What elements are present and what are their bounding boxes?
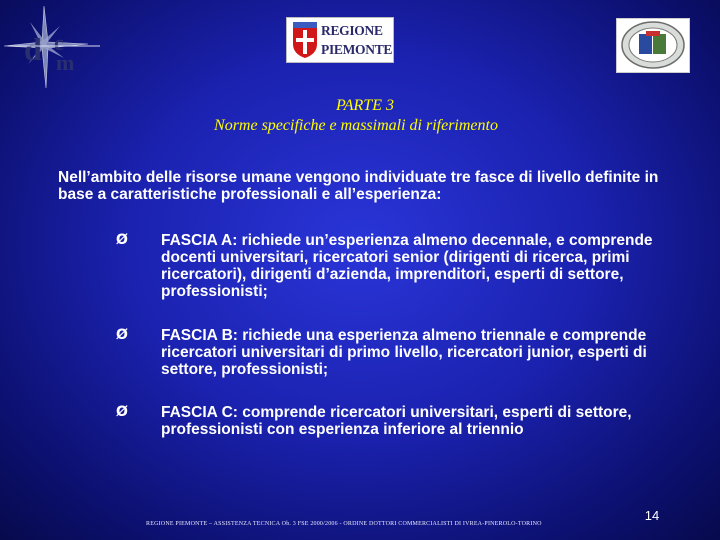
arrow-bullet-icon: Ø xyxy=(116,327,128,343)
svg-text:m: m xyxy=(56,50,75,75)
regione-piemonte-logo xyxy=(286,17,394,63)
monogram-logo-icon xyxy=(4,4,104,90)
footer-text: REGIONE PIEMONTE – ASSISTENZA TECNICA Ob. 3 FSE 2000/2006 - ORDINE DOTTORI COMMERCIALISTI DI IVREA-PINEROLO-TORINO xyxy=(146,521,542,527)
intro-paragraph: Nell’ambito delle risorse umane vengono individuate tre fasce di livello definite in base a caratteristiche professionali e all’esperienza: xyxy=(58,169,659,203)
seal-logo-icon xyxy=(616,18,690,73)
regione-piemonte-wordmark: REGIONE PIEMONTE xyxy=(321,23,393,57)
fascia-c-text: FASCIA C: comprende ricercatori universitari, esperti di settore, professionisti con esperienza inferiore al triennio xyxy=(161,404,632,438)
title-part: PARTE 3 xyxy=(336,97,394,114)
fascia-b-text: FASCIA B: richiede una esperienza almeno triennale e comprende ricercatori universitari di primo livello, ricercatori junior, esperti di settore, professionisti; xyxy=(161,327,647,378)
fascia-a-text: FASCIA A: richiede un’esperienza almeno decennale, e comprende docenti universitari, ricercatori senior (dirigenti di ricerca, primi ricercatori), dirigenti d’azienda, imprenditori, esperti di settore, professionisti; xyxy=(161,232,653,300)
svg-text:d: d xyxy=(24,31,42,67)
page-number: 14 xyxy=(644,508,660,523)
arrow-bullet-icon: Ø xyxy=(116,404,128,420)
title-subtitle: Norme specifiche e massimali di riferimento xyxy=(214,117,498,134)
arrow-bullet-icon: Ø xyxy=(116,232,128,248)
piemonte-shield-icon xyxy=(291,22,319,58)
svg-text:c: c xyxy=(54,30,64,55)
slide-title xyxy=(0,96,720,136)
